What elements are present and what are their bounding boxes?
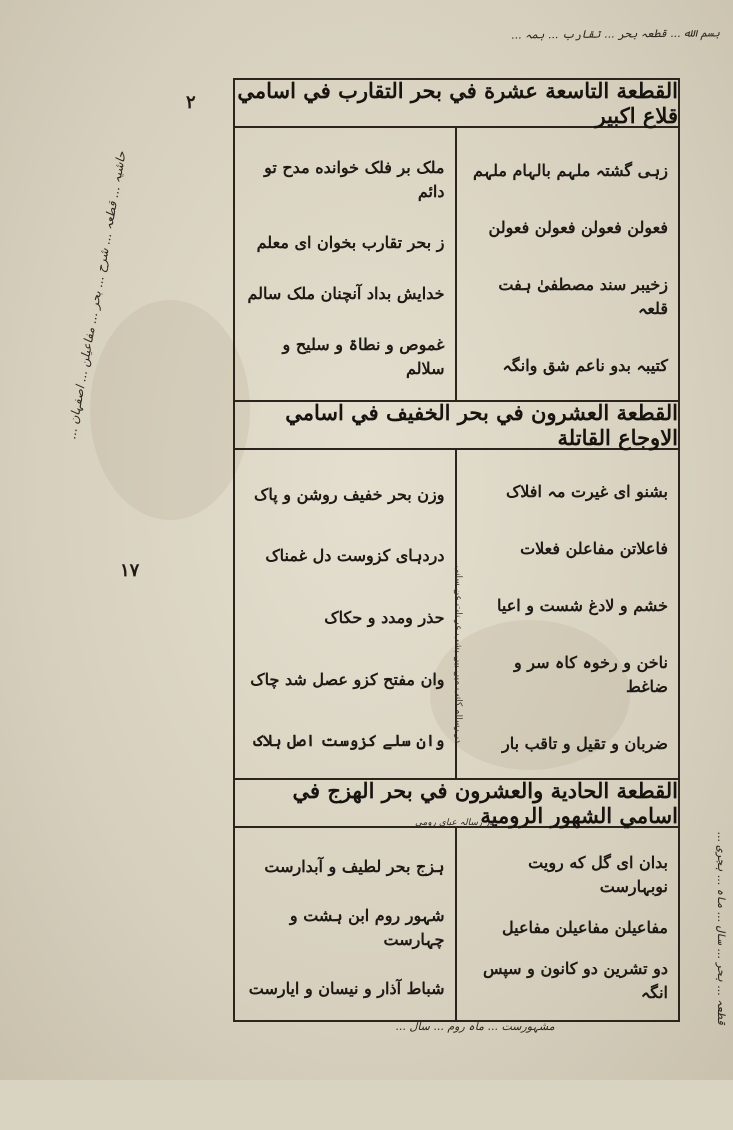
verse-line: ز بحر تقارب بخوان ای معلم: [256, 232, 445, 252]
heading-subnote: در رسالہ عبای رومی: [415, 818, 494, 828]
gloss-text: در رسالہ کاتب میں بیں بشب عر نات عن سانی: [453, 565, 463, 743]
verse-line: زہی گشتہ ملہم بالہام ملہم: [473, 160, 668, 180]
margin-marker: ۱۷: [120, 560, 140, 581]
section-heading-20: القطعة العشرون في بحر الخفيف في اسامي الاوجاع القاتلة: [235, 402, 678, 450]
section-heading-21: القطعة الحادية والعشرون في بحر الهزج في اسامي الشهور الرومية: [235, 780, 678, 828]
verse-column-left: [235, 828, 457, 1020]
section-heading-19: القطعة التاسعة عشرة في بحر التقارب في اسامي قلاع اكبير: [235, 80, 678, 128]
verse-line: زخیبر سند مصطفیٰ ہفت قلعہ: [498, 274, 668, 318]
bottom-margin-note: مشہورست ... ماہ روم ... سال ...: [395, 1020, 555, 1033]
verse-line: دو تشرین دو کانون و سپس انگہ: [482, 959, 668, 1003]
verse-line: کتیبہ بدو ناعم شق وانگہ: [502, 355, 668, 375]
verse-line: شباط آذار و نیسان و ایارست: [248, 979, 445, 999]
right-margin-text: قطعہ ... بحر ... سال ... ماہ ... ہجری ...: [715, 831, 728, 1025]
main-text-frame: [233, 78, 680, 1022]
verse-block-19: [235, 128, 678, 402]
verse-line: مفاعیلن مفاعیلن مفاعیل: [502, 917, 668, 937]
left-margin-text: حاشیہ ... قطعہ ... شرح ... بحر ... مفاعیلن ... اصفہان ...: [64, 150, 129, 441]
verse-column-right: [457, 128, 679, 400]
verse-column-left: [235, 128, 457, 400]
verse-column-left: [235, 450, 457, 778]
verse-line: بدان ای گل که رویت نوبہارست: [528, 852, 668, 896]
verse-block-20: [235, 450, 678, 780]
verse-column-right: [457, 450, 679, 778]
verse-line: شہور روم ابن ہشت و چہارست: [289, 905, 445, 949]
verse-line: وان مفتح کزو عصل شد چاک: [250, 669, 445, 689]
verse-line: غموص و نطاۃ و سلیح و سلالم: [282, 334, 445, 378]
verse-line: بشنو ای غیرت مہ افلاک: [505, 482, 668, 502]
verse-line: وان سلے کزوست اصل ہلاک: [253, 731, 445, 751]
verse-line: خشم و لادغ شست و اعیا: [497, 595, 668, 615]
verse-line: دردہای کزوست دل غمناک: [265, 546, 445, 566]
interlinear-gloss: [448, 458, 470, 768]
verse-line: ملک بر فلک خوانده مدح تو دائم: [264, 157, 445, 201]
verse-line: ہزج بحر لطیف و آبدارست: [264, 856, 445, 876]
verse-block-21: [235, 828, 678, 1020]
verse-column-right: [457, 828, 679, 1020]
margin-marker: ۲: [186, 92, 196, 113]
right-margin-note: [683, 70, 728, 1025]
verse-line: ناخن و رخوہ کاہ سر و ضاغط: [513, 652, 668, 696]
top-margin-note: بسم الله ... قطعہ بحر ... تقارب ... ہمہ ...: [511, 26, 720, 42]
verse-line: فعولن فعولن فعولن فعولن: [488, 217, 668, 237]
verse-line: حذر ومدد و حکاک: [324, 607, 445, 627]
verse-line: ضربان و تقیل و تاقب بار: [501, 733, 668, 753]
verse-line: فاعلاتن مفاعلن فعلات: [520, 539, 668, 559]
verse-line: خدایش بداد آنچنان ملک سالم: [247, 283, 445, 303]
left-margin-commentary: [28, 70, 228, 1045]
verse-line: وزن بحر خفیف روشن و پاک: [254, 484, 445, 504]
